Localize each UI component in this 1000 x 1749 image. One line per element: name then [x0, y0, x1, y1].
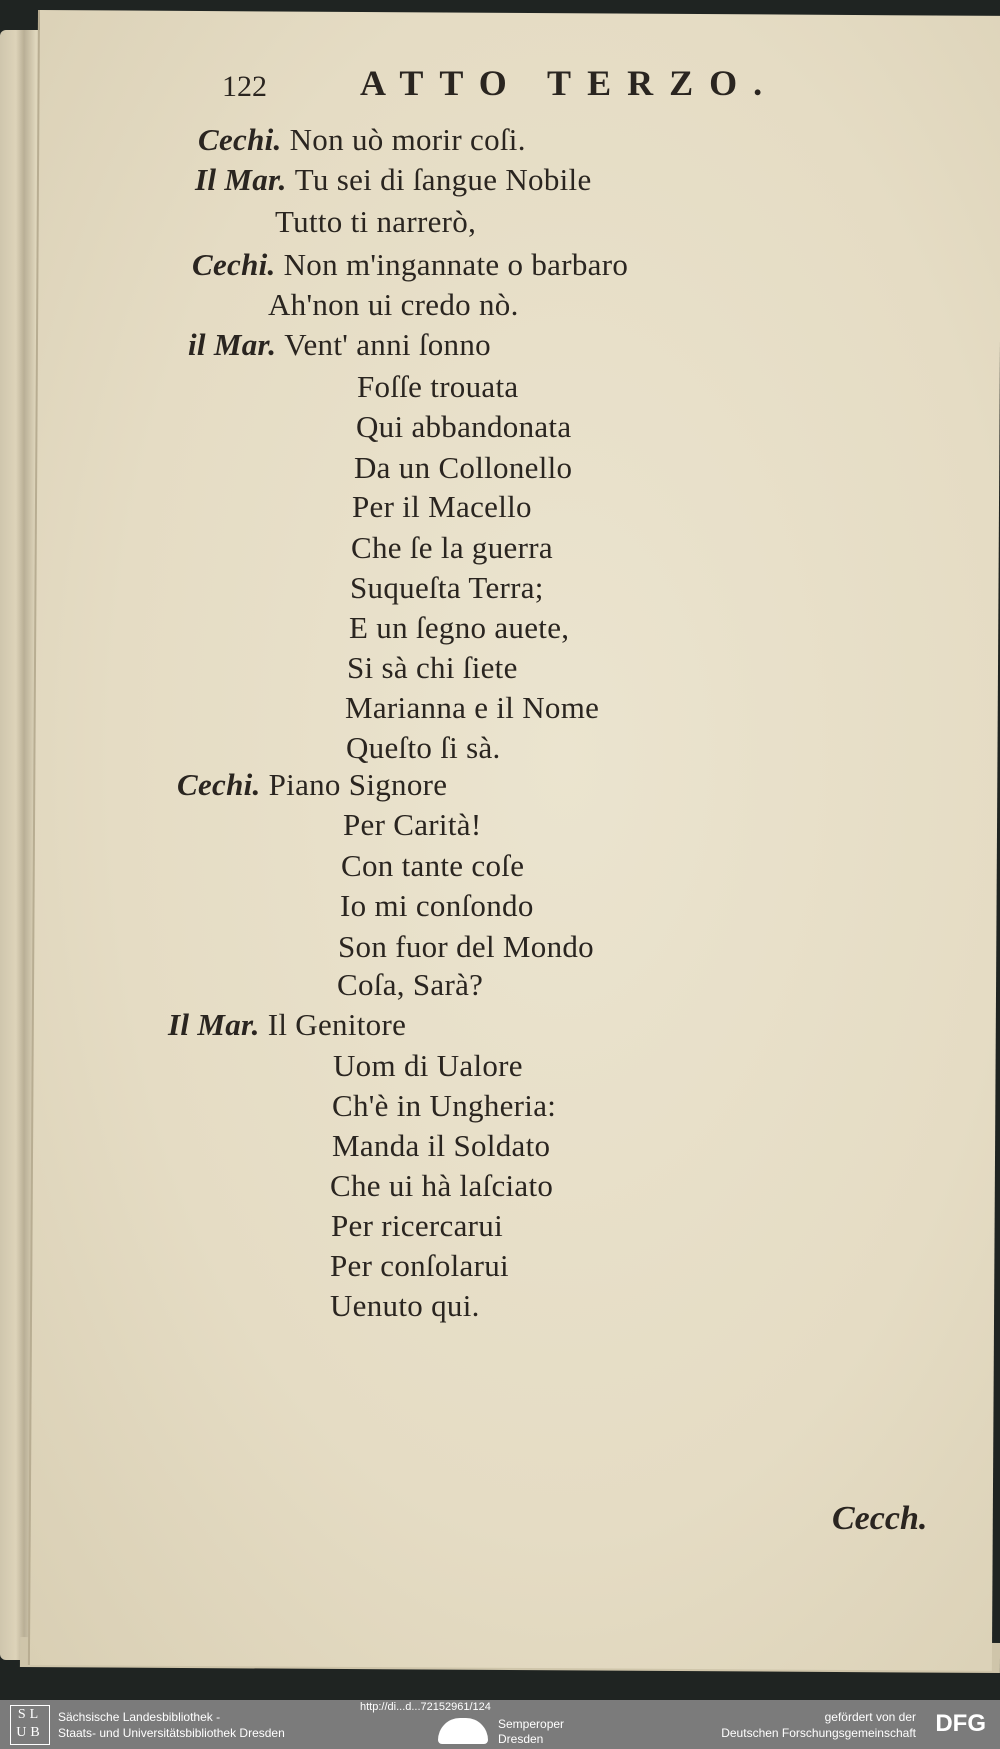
footer-bar: [0, 1700, 1000, 1749]
verse-text: Qui abbandonata: [356, 409, 572, 444]
verse-text: Manda il Soldato: [332, 1128, 551, 1163]
funding-line2: Deutschen Forschungsgemeinschaft: [721, 1726, 916, 1740]
dfg-logo[interactable]: DFG: [935, 1710, 986, 1737]
verse-line: [198, 122, 526, 158]
verse-line: [330, 1288, 480, 1324]
speaker-name: Cechi.: [192, 247, 276, 282]
verse-line: [343, 807, 481, 843]
speaker-name: Il Mar.: [168, 1007, 260, 1042]
verse-line: [346, 730, 501, 766]
verse-line: [356, 409, 571, 445]
catchword: Cecch.: [832, 1500, 928, 1537]
verse-line: [168, 1007, 406, 1043]
verse-text: E un ſegno auete,: [349, 610, 570, 645]
verse-line: [330, 1248, 509, 1284]
verse-line: [268, 287, 519, 323]
verse-line: [350, 570, 544, 606]
verse-line: [345, 690, 599, 726]
verse-line: [340, 888, 534, 924]
speaker-name: il Mar.: [188, 327, 277, 362]
verse-text: Uenuto qui.: [330, 1288, 480, 1323]
verse-line: [188, 327, 491, 363]
verse-text: Per conſolarui: [330, 1248, 509, 1283]
verse-text: Per Carità!: [343, 807, 482, 842]
verse-text: Vent' anni ſonno: [284, 327, 491, 362]
verse-line: [330, 1168, 553, 1204]
verse-line: [337, 967, 483, 1003]
verse-line: [351, 530, 553, 566]
verse-text: Queſto ſi sà.: [346, 730, 501, 765]
verse-text: Non m'ingannate o barbaro: [283, 247, 629, 282]
verse-text: Uom di Ualore: [333, 1048, 523, 1083]
library-line1: Sächsische Landesbibliothek -: [58, 1710, 221, 1724]
verse-text: Il Genitore: [267, 1007, 407, 1042]
verse-line: [332, 1128, 550, 1164]
running-title: ATTO TERZO.: [360, 63, 779, 103]
page-number: 122: [222, 70, 267, 103]
verse-line: [354, 450, 572, 486]
verse-text: Ah'non ui credo nò.: [268, 287, 519, 322]
verse-line: [347, 650, 518, 686]
verse-text: Con tante coſe: [341, 848, 525, 883]
verse-text: Marianna e il Nome: [345, 690, 600, 725]
verse-line: [192, 247, 628, 283]
verse-line: [357, 369, 518, 405]
verse-text: Foſſe trouata: [357, 369, 519, 404]
verse-text: Suqueſta Terra;: [350, 570, 544, 605]
verse-text: Son fuor del Mondo: [338, 929, 594, 964]
verse-text: Ch'è in Ungheria:: [332, 1088, 557, 1123]
verse-line: [195, 162, 592, 198]
verse-line: [352, 489, 532, 525]
verse-line: [349, 610, 569, 646]
speaker-name: Il Mar.: [195, 162, 287, 197]
verse-text: Tutto ti narrerò,: [275, 204, 477, 239]
slub-logo: SL UB: [10, 1705, 50, 1745]
watermark-line1: Semperoper: [498, 1717, 565, 1731]
speaker-name: Cechi.: [177, 767, 261, 802]
verse-line: [333, 1048, 523, 1084]
verse-line: [332, 1088, 556, 1124]
verse-line: [331, 1208, 503, 1244]
page-url[interactable]: http://di...d...72152961/124: [360, 1701, 491, 1713]
verse-text: Per ricercarui: [331, 1208, 504, 1243]
verse-text: Si sà chi ſiete: [347, 650, 518, 685]
semperoper-icon: [438, 1718, 488, 1744]
verse-text: Non uò morir coſi.: [289, 122, 526, 157]
watermark-line2: Dresden: [498, 1732, 544, 1746]
library-line2: Staats- und Universitätsbibliothek Dresden: [58, 1726, 285, 1740]
library-name[interactable]: [58, 1709, 285, 1741]
funding-text: [721, 1709, 916, 1741]
verse-text: Che ſe la guerra: [351, 530, 553, 565]
funding-line1: gefördert von der: [824, 1710, 916, 1724]
verse-line: [341, 848, 524, 884]
verse-line: [177, 767, 447, 803]
verse-line: [275, 204, 476, 240]
verse-text: Piano Signore: [268, 767, 448, 802]
watermark-text: [498, 1717, 564, 1747]
verse-text: Io mi conſondo: [340, 888, 534, 923]
verse-line: [338, 929, 594, 965]
verse-text: Coſa, Sarà?: [337, 967, 484, 1002]
verse-text: Tu sei di ſangue Nobile: [294, 162, 592, 197]
verse-text: Per il Macello: [352, 489, 532, 524]
verse-text: Da un Collonello: [354, 450, 573, 485]
verse-text: Che ui hà laſciato: [330, 1168, 554, 1203]
speaker-name: Cechi.: [198, 122, 282, 157]
